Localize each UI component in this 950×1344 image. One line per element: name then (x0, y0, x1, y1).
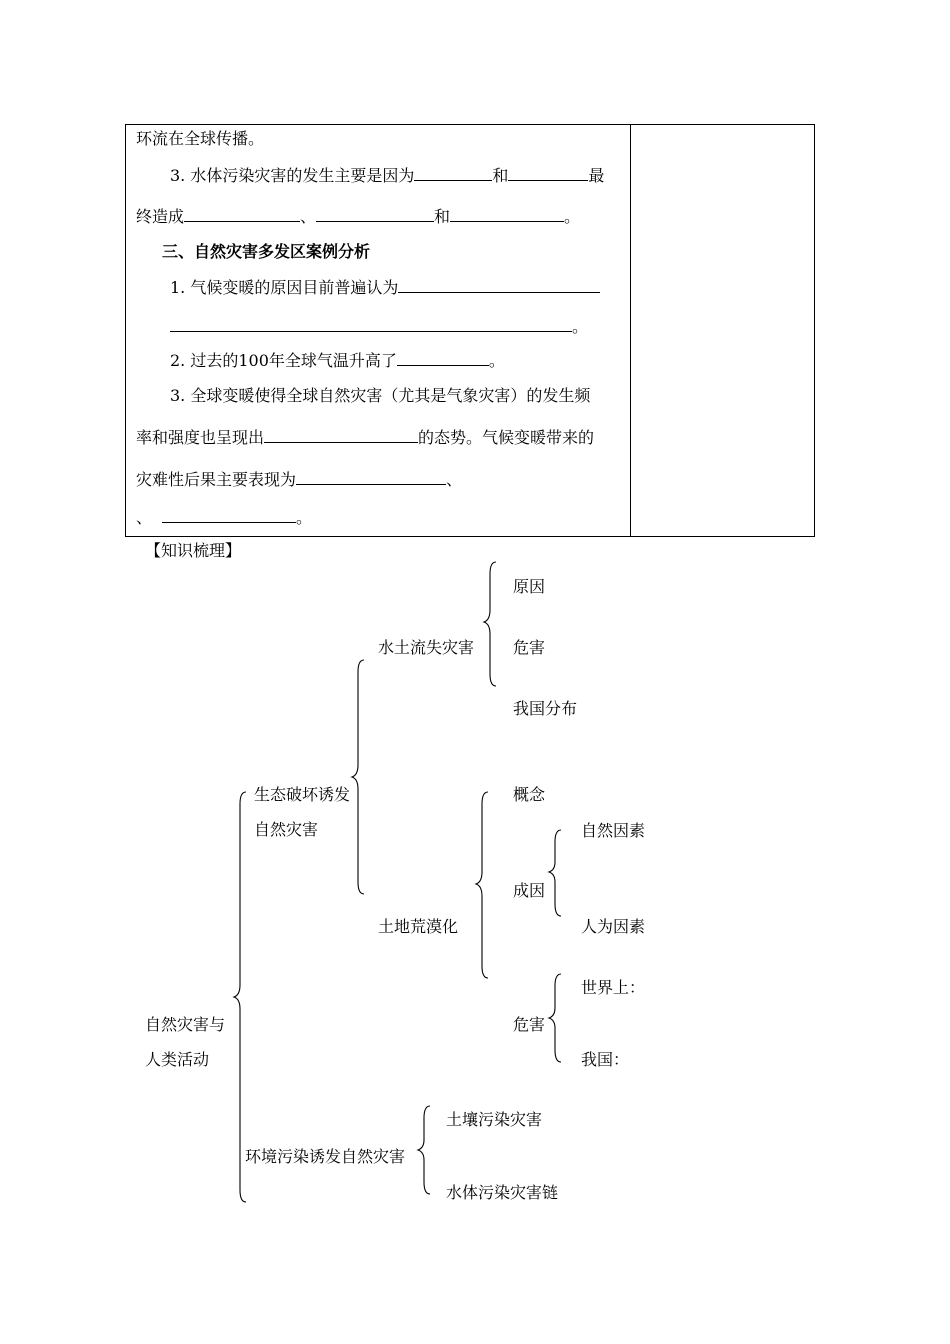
section-3-title: 三、自然灾害多发区案例分析 (162, 242, 371, 261)
desert-cause: 成因 (513, 881, 546, 900)
separator: 、 (446, 470, 463, 489)
separator: 、 (136, 508, 153, 527)
pollution-water: 水体污染灾害链 (446, 1183, 559, 1202)
period: 。 (572, 317, 589, 336)
q1-text: 1. 气候变暖的原因目前普遍认为 (170, 278, 399, 297)
eco-label-1: 生态破坏诱发 (254, 785, 351, 804)
brace-cause (549, 830, 561, 916)
period: 。 (488, 351, 505, 370)
period: 。 (296, 508, 313, 527)
se-item-distribution: 我国分布 (513, 699, 578, 718)
q3-text-end: 的态势。气候变暖带来的 (418, 428, 595, 447)
brace-pollution (418, 1106, 430, 1194)
se-item-cause: 原因 (513, 577, 546, 596)
cause-human: 人为因素 (581, 917, 646, 936)
harm-china: 我国： (581, 1050, 630, 1069)
period: 。 (564, 207, 581, 226)
desert-harm: 危害 (513, 1015, 546, 1034)
knowledge-heading: 【知识梳理】 (145, 541, 242, 560)
harm-world: 世界上： (581, 978, 646, 997)
q3-text: 灾难性后果主要表现为 (136, 470, 297, 489)
result-text: 终造成 (136, 207, 185, 226)
brace-desert (476, 792, 488, 978)
question-3-text: 3. 水体污染灾害的发生主要是因为 (170, 166, 415, 185)
se-item-harm: 危害 (513, 638, 546, 657)
cause-natural: 自然因素 (581, 821, 646, 840)
and-text: 和 (492, 166, 509, 185)
brace-eco (352, 660, 364, 894)
root-label-1: 自然灾害与 (145, 1015, 226, 1034)
pollution-label: 环境污染诱发自然灾害 (245, 1147, 406, 1166)
root-label-2: 人类活动 (145, 1050, 210, 1069)
eco-label-2: 自然灾害 (254, 820, 319, 839)
q3-text: 率和强度也呈现出 (136, 428, 265, 447)
section-3-q3-line-a: 3. 全球变暖使得全球自然灾害（尤其是气象灾害）的发生频 (170, 386, 591, 405)
brace-soil-erosion (484, 562, 496, 686)
brace-harm (549, 974, 561, 1062)
separator: 、 (300, 207, 317, 226)
pollution-soil: 土壤污染灾害 (446, 1110, 543, 1129)
desert-label: 土地荒漠化 (378, 917, 459, 936)
text-line-1: 环流在全球传播。 (136, 129, 265, 148)
soil-erosion-label: 水土流失灾害 (378, 638, 475, 657)
q2-text: 2. 过去的100年全球气温升高了 (170, 351, 397, 370)
desert-concept: 概念 (513, 785, 546, 804)
end-text: 最 (588, 166, 605, 185)
brace-root (234, 792, 246, 1202)
and-text: 和 (434, 207, 451, 226)
